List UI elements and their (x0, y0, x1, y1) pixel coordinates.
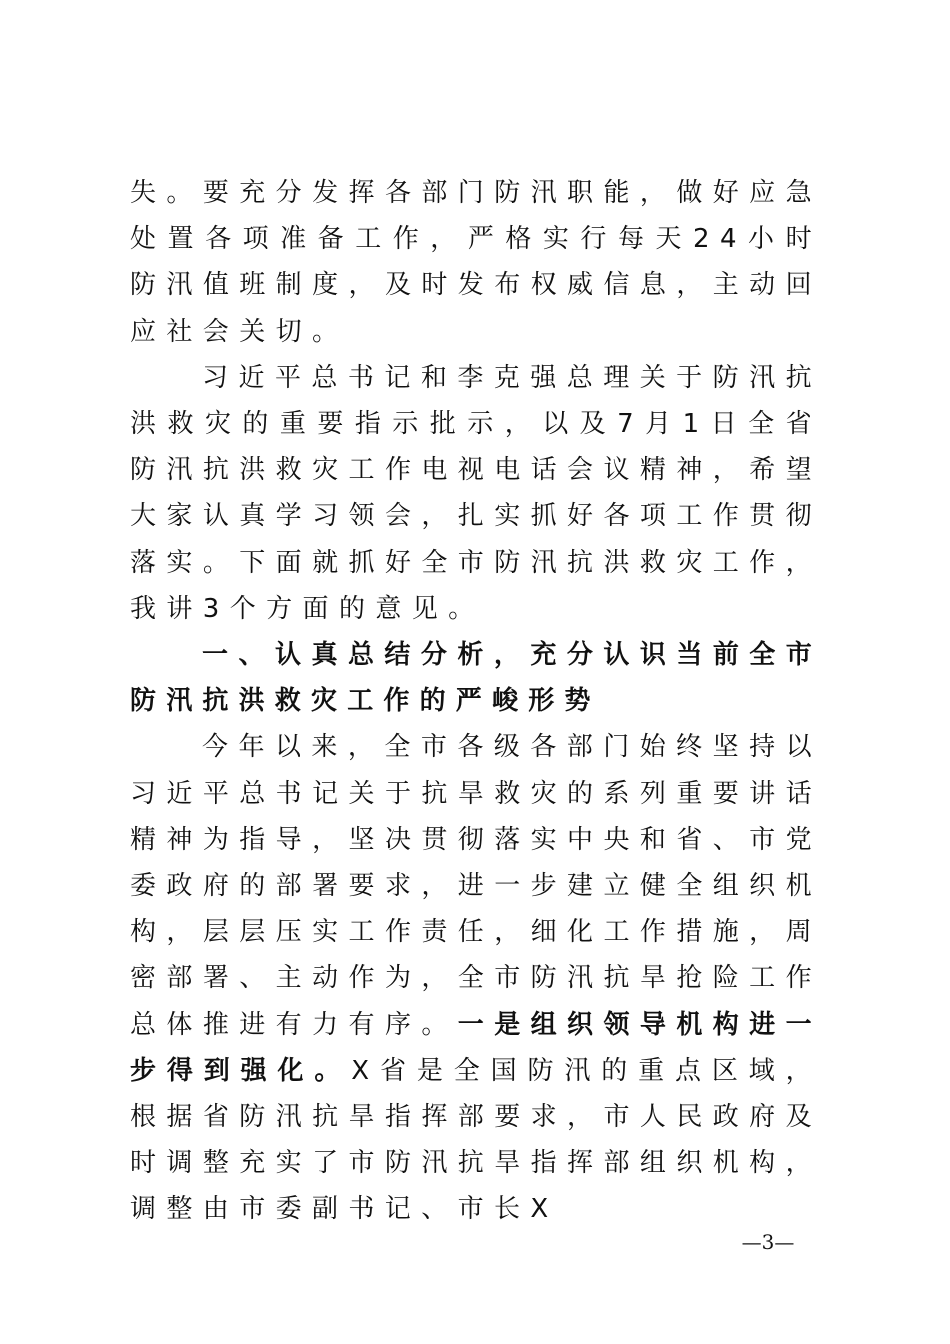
document-body (130, 170, 822, 1233)
body-paragraph: 失。要充分发挥各部门防汛职能，做好应急处置各项准备工作，严格实行每天24小时防汛值班制度，及时发布权威信息，主动回应社会关切。 (130, 178, 822, 347)
page-number: —3— (741, 1230, 795, 1254)
bold-emphasis: 一是组织领导机构进一步得到强化。 (130, 1009, 822, 1086)
body-paragraph (130, 724, 822, 1232)
paragraph-text: 今年以来，全市各级各部门始终坚持以习近平总书记关于抗旱救灾的系列重要讲话精神为指导，坚决贯彻落实中央和省、市党委政府的部署要求，进一步建立健全组织机构，层层压实工作责任，细化工作措施，周密部署、主动作为，全市防汛抗旱抢险工作总体推进有力有序。 (130, 732, 822, 1040)
body-paragraph: 习近平总书记和李克强总理关于防汛抗洪救灾的重要指示批示，以及7月1日全省防汛抗洪救灾工作电视电话会议精神，希望大家认真学习领会，扎实抓好各项工作贯彻落实。下面就抓好全市防汛抗洪救灾工作，我讲3个方面的意见。 (130, 362, 822, 624)
paragraph-text: X省是全国防汛的重点区域，根据省防汛抗旱指挥部要求，市人民政府及时调整充实了市防汛抗旱指挥部组织机构，调整由市委副书记、市长X (130, 1055, 822, 1225)
section-heading: 一、认真总结分析，充分认识当前全市防汛抗洪救灾工作的严峻形势 (130, 640, 822, 717)
